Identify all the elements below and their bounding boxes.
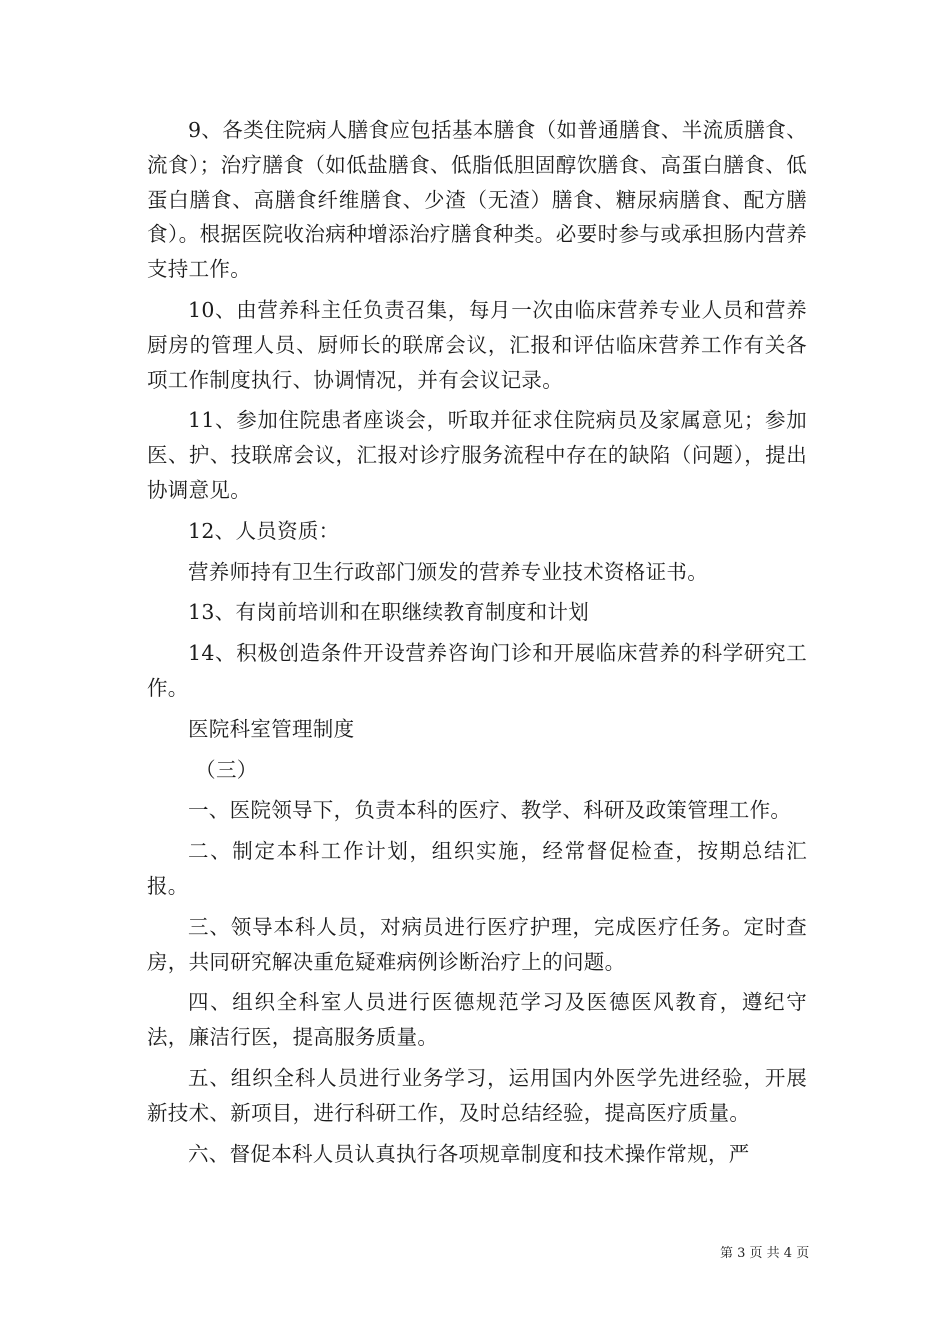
paragraph-item-14: 14、积极创造条件开设营养咨询门诊和开展临床营养的科学研究工作。 — [147, 641, 807, 700]
paragraph-rule-1: 一、医院领导下，负责本科的医疗、教学、科研及政策管理工作。 — [188, 798, 792, 823]
paragraph-qualification-note: 营养师持有卫生行政部门颁发的营养专业技术资格证书。 — [188, 559, 708, 584]
section-subheading: （三） — [195, 757, 258, 782]
paragraph-rule-6: 六、督促本科人员认真执行各项规章制度和技术操作常规，严 — [188, 1141, 750, 1166]
paragraph-item-12: 12、人员资质： — [188, 518, 340, 543]
paragraph-rule-4: 四、组织全科室人员进行医德规范学习及医德医风教育，遵纪守法，廉洁行医，提高服务质量。 — [147, 990, 807, 1050]
paragraph-item-10: 10、由营养科主任负责召集，每月一次由临床营养专业人员和营养厨房的管理人员、厨师长的联席会议，汇报和评估临床营养工作有关各项工作制度执行、协调情况，并有会议记录。 — [147, 297, 807, 392]
page-number: 第 3 页 共 4 页 — [720, 1246, 810, 1261]
paragraph-rule-3: 三、领导本科人员，对病员进行医疗护理，完成医疗任务。定时查房，共同研究解决重危疑难病例诊断治疗上的问题。 — [147, 914, 807, 974]
paragraph-item-11: 11、参加住院患者座谈会，听取并征求住院病员及家属意见；参加医、护、技联席会议，汇报对诊疗服务流程中存在的缺陷（问题），提出协调意见。 — [147, 408, 807, 502]
paragraph-item-13: 13、有岗前培训和在职继续教育制度和计划 — [188, 600, 590, 625]
section-heading: 医院科室管理制度 — [188, 716, 355, 741]
paragraph-rule-2: 二、制定本科工作计划，组织实施，经常督促检查，按期总结汇报。 — [147, 839, 807, 898]
paragraph-rule-5: 五、组织全科人员进行业务学习，运用国内外医学先进经验，开展新技术、新项目，进行科研工作，及时总结经验，提高医疗质量。 — [147, 1065, 807, 1125]
paragraph-item-9: 9、各类住院病人膳食应包括基本膳食（如普通膳食、半流质膳食、流食）；治疗膳食（如低盐膳食、低脂低胆固醇饮膳食、高蛋白膳食、低蛋白膳食、高膳食纤维膳食、少渣（无渣）膳食、糖尿病膳食、配方膳食）。根据医院收治病种增添治疗膳食种类。必要时参与或承担肠内营养支持工作。 — [147, 118, 807, 282]
document-body — [147, 113, 807, 1177]
